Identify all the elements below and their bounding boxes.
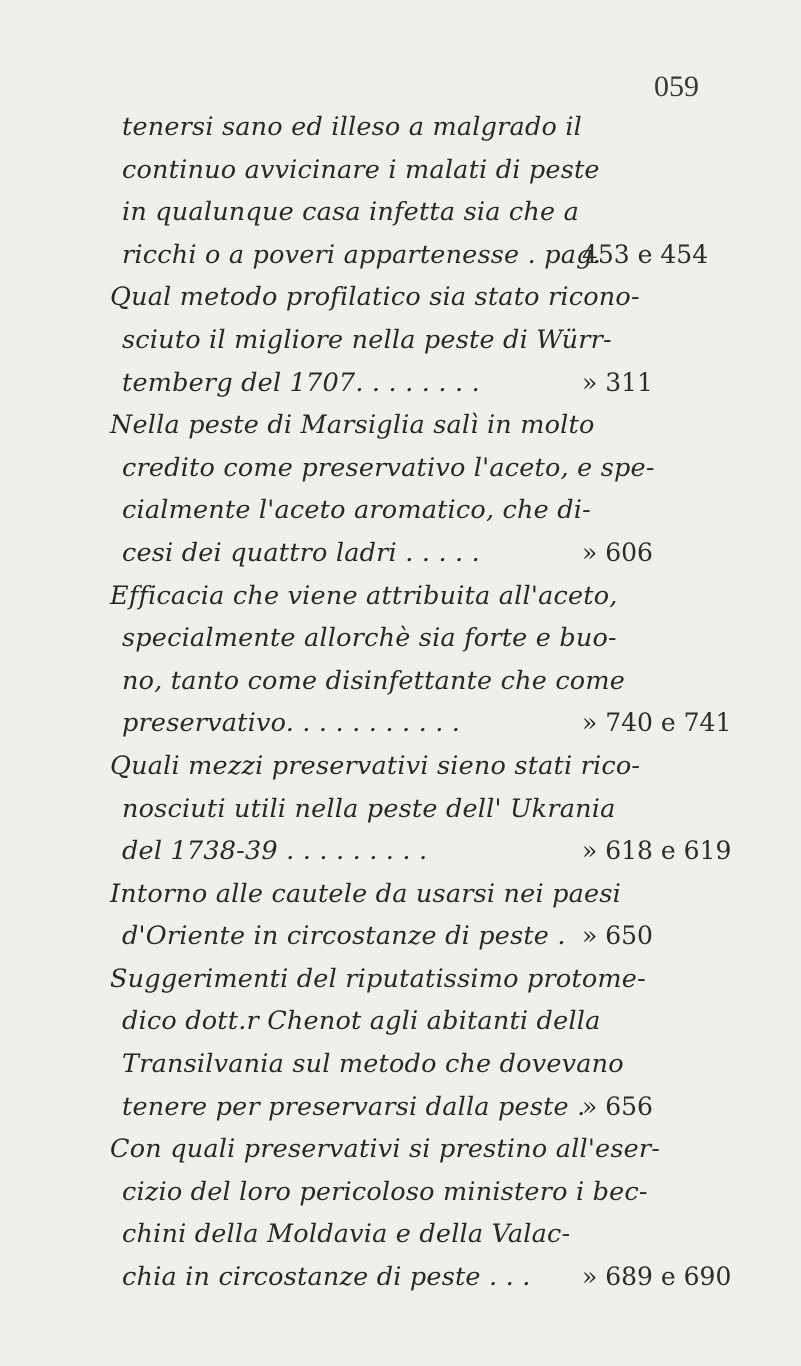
entry-text: Intorno alle cautele da usarsi nei paesi — [110, 878, 621, 909]
page-number: 059 — [654, 70, 699, 103]
index-line — [110, 915, 782, 958]
entry-text: dico dott.r Chenot agli abitanti della — [122, 1006, 601, 1037]
entry-text: Suggerimenti del riputatissimo protome- — [110, 963, 646, 994]
entry-text: ricchi o a poveri appartenesse . pag. — [122, 239, 602, 270]
index-line — [110, 362, 782, 405]
entry-text: Efficacia che viene attribuita all'aceto, — [110, 580, 618, 611]
page-reference: » 656 — [582, 1091, 653, 1121]
entry-text: cialmente l'aceto aromatico, che di- — [122, 495, 591, 526]
index-line — [110, 575, 782, 618]
index-line — [110, 106, 782, 149]
index-line — [110, 958, 782, 1001]
entry-text: preservativo. . . . . . . . . . . — [122, 708, 461, 739]
index-line — [110, 319, 782, 362]
index-line — [110, 404, 782, 447]
entry-text: Qual metodo profilatico sia stato ricono- — [110, 282, 640, 313]
page-reference: » 650 — [582, 921, 653, 951]
index-line — [110, 788, 782, 831]
index-line — [110, 660, 782, 703]
entry-text: d'Oriente in circostanze di peste . — [122, 921, 566, 952]
page-reference: » 606 — [582, 537, 653, 567]
entry-text: tenere per preservarsi dalla peste . — [122, 1091, 586, 1122]
index-line — [110, 830, 782, 873]
page-reference: » 618 e 619 — [582, 836, 732, 866]
index-line — [110, 873, 782, 916]
entry-text: in qualunque casa infetta sia che a — [122, 197, 580, 228]
entry-text: tenersi sano ed illeso a malgrado il — [122, 112, 583, 142]
index-line — [110, 1171, 782, 1214]
index-line — [110, 702, 782, 745]
page-reference: » 689 e 690 — [582, 1262, 732, 1292]
entry-text: temberg del 1707. . . . . . . . — [122, 367, 480, 398]
page-reference: 453 e 454 — [582, 239, 709, 269]
index-line — [110, 489, 782, 532]
entry-text: Transilvania sul metodo che dovevano — [122, 1049, 624, 1080]
index-line — [110, 1213, 782, 1256]
entry-text: specialmente allorchè sia forte e buo- — [122, 623, 617, 654]
entry-text: credito come preservativo l'aceto, e spe- — [122, 452, 655, 483]
index-line — [110, 149, 782, 192]
index-line — [110, 1043, 782, 1086]
entry-text: Quali mezzi preservativi sieno stati rico- — [110, 750, 641, 781]
page-reference: » 740 e 741 — [582, 708, 732, 738]
entry-text: del 1738-39 . . . . . . . . . — [122, 836, 428, 867]
page-reference: » 311 — [582, 367, 653, 397]
entry-text: cesi dei quattro ladri . . . . . — [122, 537, 480, 568]
index-line — [110, 276, 782, 319]
entry-text: continuo avvicinare i malati di peste — [122, 154, 600, 185]
index-line — [110, 191, 782, 234]
entry-text: nosciuti utili nella peste dell' Ukrania — [122, 793, 616, 824]
entry-text: chini della Moldavia e della Valac- — [122, 1219, 571, 1250]
index-line — [110, 234, 782, 277]
entry-text: chia in circostanze di peste . . . — [122, 1262, 531, 1293]
index-line — [110, 447, 782, 490]
index-line — [110, 745, 782, 788]
index-line — [110, 532, 782, 575]
index-entries — [110, 106, 782, 1299]
entry-text: cizio del loro pericoloso ministero i bec- — [122, 1176, 648, 1207]
index-line — [110, 1256, 782, 1299]
index-line — [110, 617, 782, 660]
index-line — [110, 1128, 782, 1171]
entry-text: Con quali preservativi si prestino all'eser- — [110, 1134, 661, 1165]
entry-text: no, tanto come disinfettante che come — [122, 665, 626, 696]
entry-text: sciuto il migliore nella peste di Würr- — [122, 324, 612, 355]
index-line — [110, 1086, 782, 1129]
index-line — [110, 1000, 782, 1043]
entry-text: Nella peste di Marsiglia salì in molto — [110, 410, 595, 441]
